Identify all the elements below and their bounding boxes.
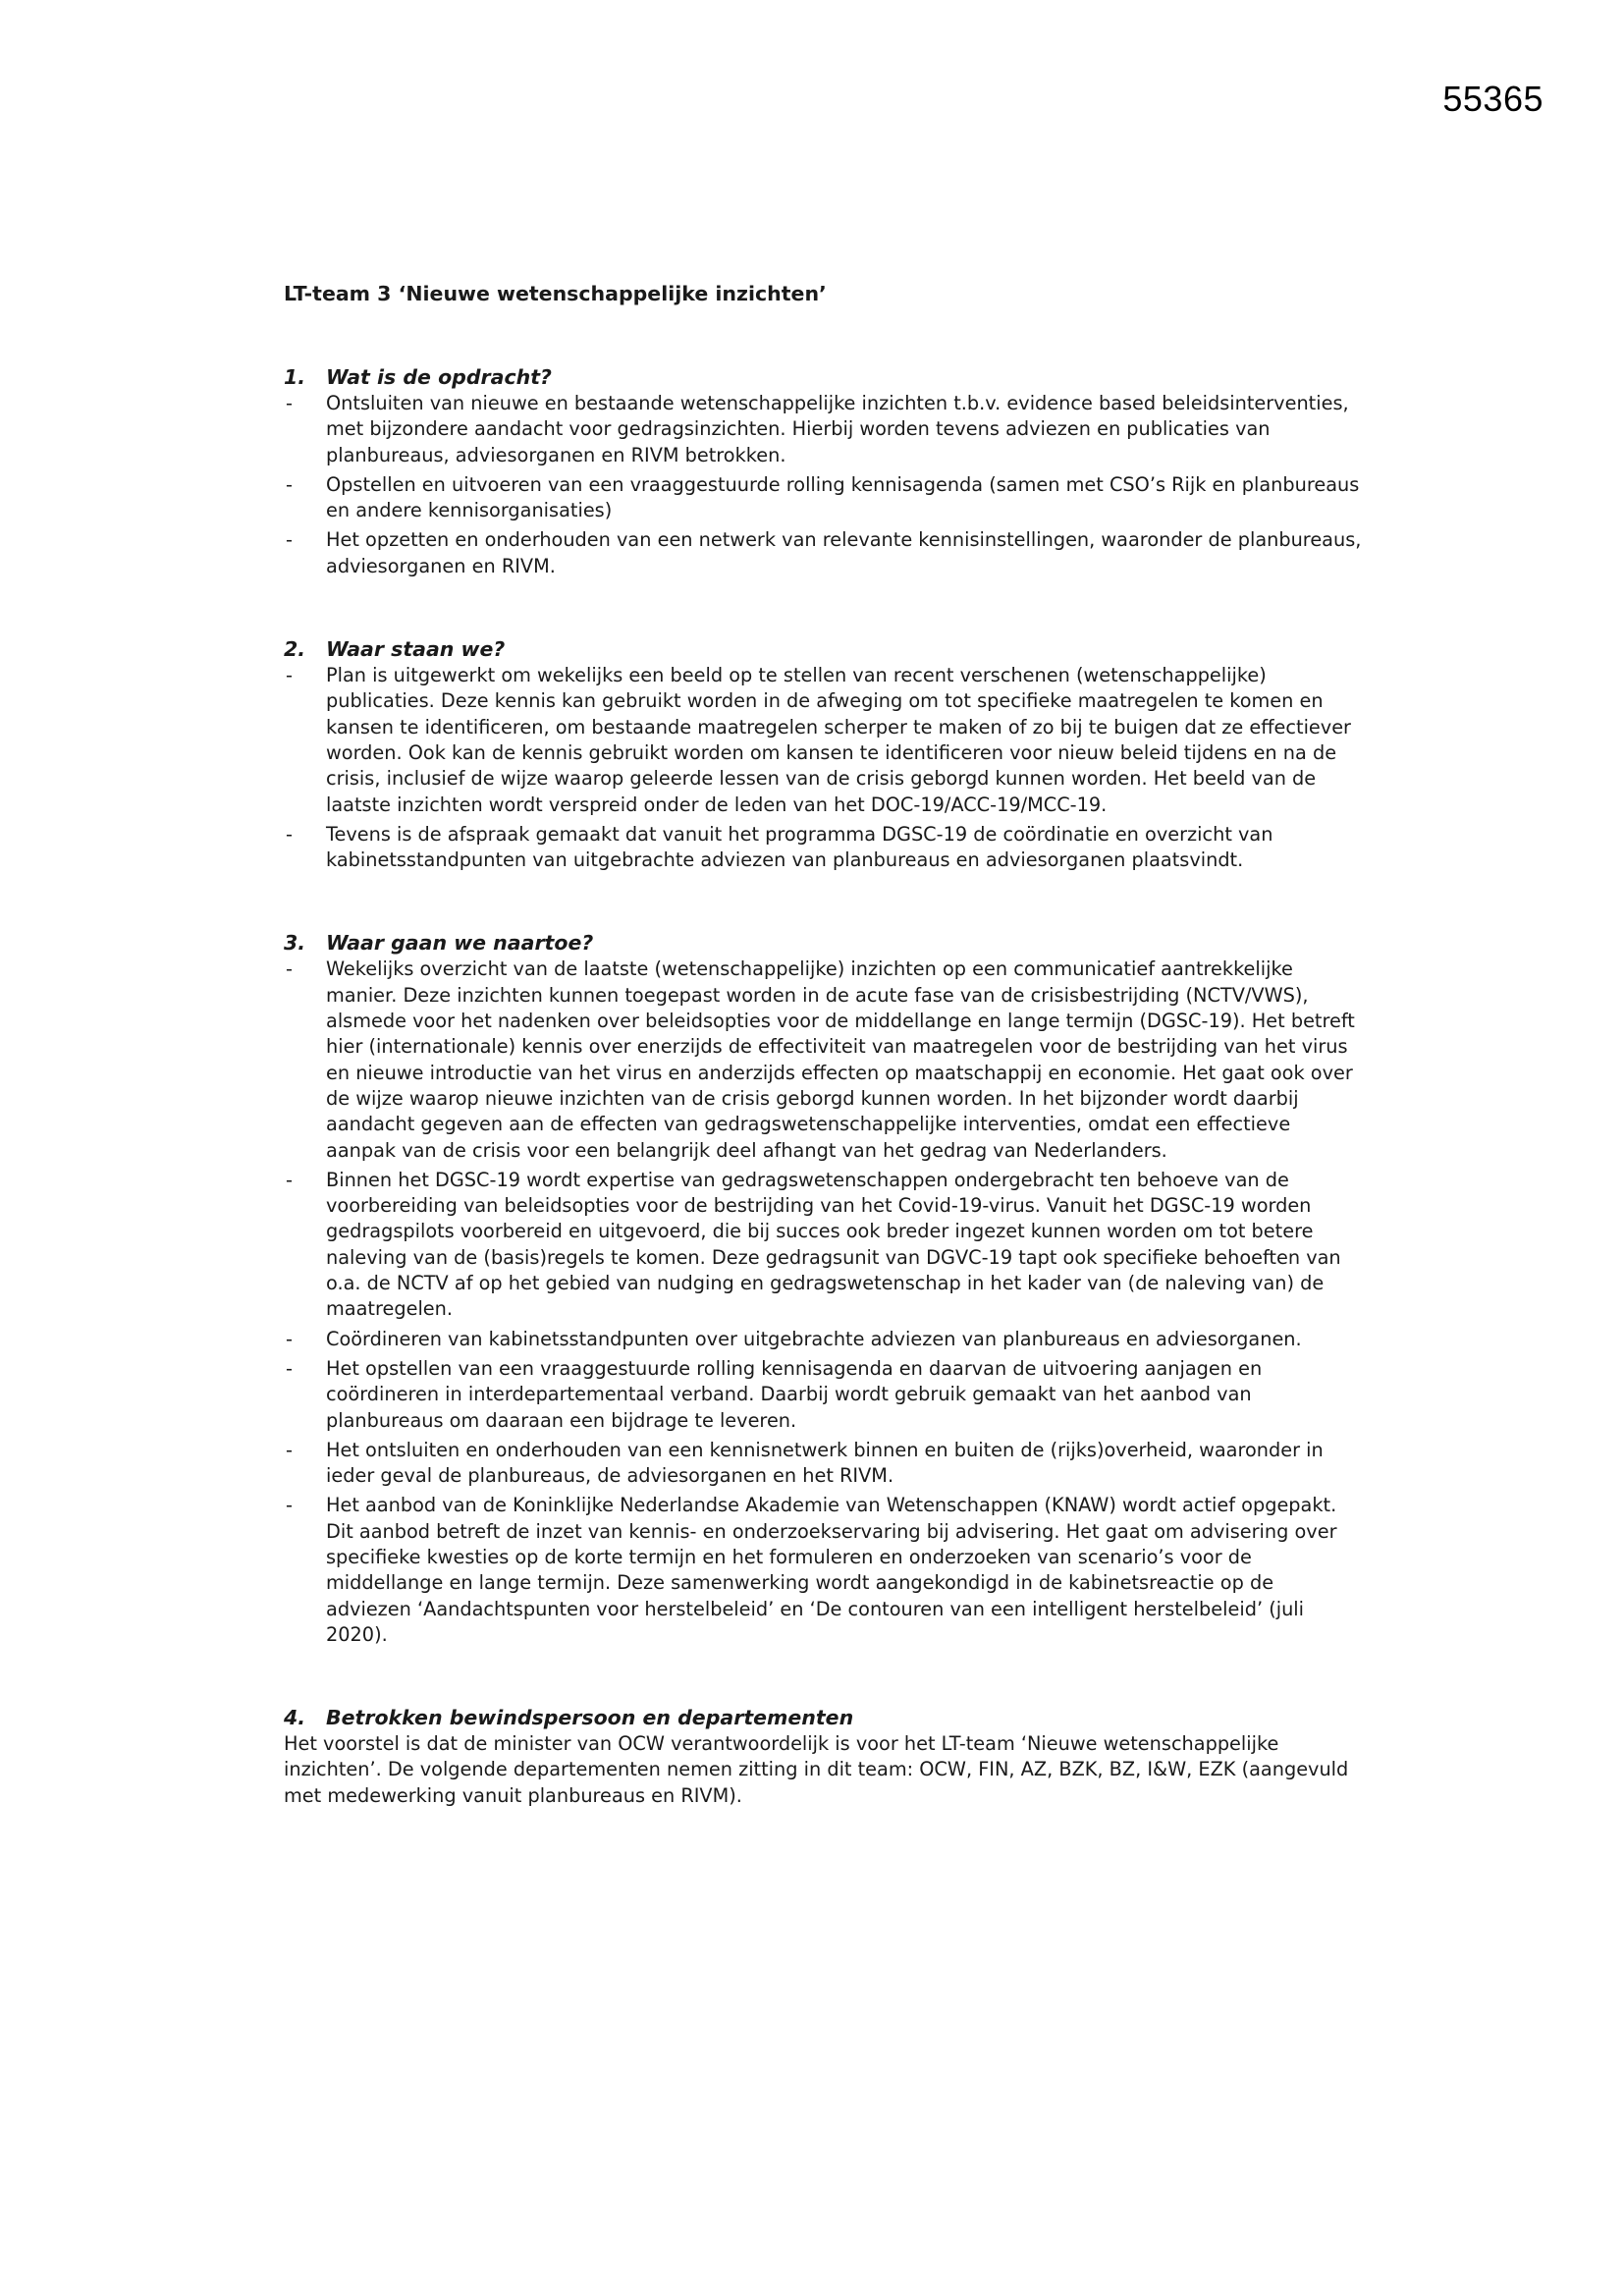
- list-item: - Ontsluiten van nieuwe en bestaande wetenschappelijke inzichten t.b.v. evidence based beleidsinterventies, met bijzondere aandacht voor gedragsinzichten. Hierbij worden tevens adviezen en publicaties van planbureaus, adviesorganen en RIVM betrokken.: [284, 391, 1364, 468]
- list-item: - Het aanbod van de Koninklijke Nederlandse Akademie van Wetenschappen (KNAW) wordt actief opgepakt. Dit aanbod betreft de inzet van kennis- en onderzoekservaring bij advisering. Het gaat om advisering over specifieke kwesties op de korte termijn en het formuleren en onderzoeken van scenario’s voor de middellange en lange termijn. Deze samenwerking wordt aangekondigd in de kabinetsreactie op de adviezen ‘Aandachtspunten voor herstelbeleid’ en ‘De contouren van een intelligent herstelbeleid’ (juli 2020).: [284, 1493, 1364, 1648]
- list-item: - Het ontsluiten en onderhouden van een kennisnetwerk binnen en buiten de (rijks)overheid, waaronder in ieder geval de planbureaus, de adviesorganen en het RIVM.: [284, 1438, 1364, 1490]
- list-item: - Het opzetten en onderhouden van een netwerk van relevante kennisinstellingen, waaronder de planbureaus, adviesorganen en RIVM.: [284, 527, 1364, 579]
- list-item: - Coördineren van kabinetsstandpunten over uitgebrachte adviezen van planbureaus en adviesorganen.: [284, 1327, 1364, 1352]
- document-number: 55365: [1442, 79, 1543, 119]
- list-item: - Opstellen en uitvoeren van een vraaggestuurde rolling kennisagenda (samen met CSO’s Rijk en planbureaus en andere kennisorganisaties): [284, 472, 1364, 524]
- document-body: [284, 281, 1364, 1866]
- bullet-list: [284, 957, 1364, 1648]
- list-item: - Tevens is de afspraak gemaakt dat vanuit het programma DGSC-19 de coördinatie en overzicht van kabinetsstandpunten van uitgebrachte adviezen van planbureaus en adviesorganen plaatsvindt.: [284, 822, 1364, 874]
- section-number: 1.: [284, 365, 306, 389]
- section-heading-text: Betrokken bewindspersoon en departementen: [326, 1706, 854, 1730]
- section-waar-staan-we: [284, 636, 1364, 873]
- section-heading-text: Waar staan we?: [326, 637, 506, 662]
- section-opdracht: [284, 364, 1364, 579]
- section-heading: [284, 930, 1364, 957]
- list-item: - Het opstellen van een vraaggestuurde rolling kennisagenda en daarvan de uitvoering aanjagen en coördineren in interdepartementaal verband. Daarbij wordt gebruik gemaakt van het aanbod van planbureaus om daaraan een bijdrage te leveren.: [284, 1356, 1364, 1434]
- section-heading: [284, 364, 1364, 391]
- section-waar-gaan-we-naartoe: [284, 930, 1364, 1648]
- section-number: 3.: [284, 931, 306, 956]
- section-heading: [284, 636, 1364, 663]
- list-item: - Binnen het DGSC-19 wordt expertise van gedragswetenschappen ondergebracht ten behoeve van de voorbereiding van beleidsopties voor de bestrijding van het Covid-19-virus. Vanuit het DGSC-19 worden gedragspilots voorbereid en uitgevoerd, die bij succes ook breder ingezet kunnen worden om tot betere naleving van de (basis)regels te komen. Deze gedragsunit van DGVC-19 tapt ook specifieke behoeften van o.a. de NCTV af op het gebied van nudging en gedragswetenschap in het kader van (de naleving van) de maatregelen.: [284, 1168, 1364, 1323]
- list-item: - Wekelijks overzicht van de laatste (wetenschappelijke) inzichten op een communicatief aantrekkelijke manier. Deze inzichten kunnen toegepast worden in de acute fase van de crisisbestrijding (NCTV/VWS), alsmede voor het nadenken over beleidsopties voor de middellange en lange termijn (DGSC-19). Het betreft hier (internationale) kennis over enerzijds de effectiviteit van maatregelen voor de bestrijding van het virus en nieuwe introductie van het virus en anderzijds effecten op maatschappij en economie. Het gaat ook over de wijze waarop nieuwe inzichten van de crisis geborgd kunnen worden. In het bijzonder wordt daarbij aandacht gegeven aan de effecten van gedragswetenschappelijke interventies, omdat een effectieve aanpak van de crisis voor een belangrijk deel afhangt van het gedrag van Nederlanders.: [284, 957, 1364, 1163]
- section-bewindspersoon: [284, 1705, 1364, 1809]
- section-number: 2.: [284, 637, 306, 662]
- bullet-list: [284, 663, 1364, 873]
- list-item: - Plan is uitgewerkt om wekelijks een beeld op te stellen van recent verschenen (wetenschappelijke) publicaties. Deze kennis kan gebruikt worden in de afweging om tot specifieke maatregelen te komen en kansen te identificeren, om bestaande maatregelen scherper te maken of zo bij te buigen dat ze effectiever worden. Ook kan de kennis gebruikt worden om kansen te identificeren voor nieuw beleid tijdens en na de crisis, inclusief de wijze waarop geleerde lessen van de crisis geborgd kunnen worden. Het beeld van de laatste inzichten wordt verspreid onder de leden van het DOC-19/ACC-19/MCC-19.: [284, 663, 1364, 818]
- document-title: LT-team 3 ‘Nieuwe wetenschappelijke inzichten’: [284, 282, 827, 305]
- section-heading-text: Waar gaan we naartoe?: [326, 931, 594, 956]
- section-heading-text: Wat is de opdracht?: [326, 365, 552, 389]
- section-heading: [284, 1705, 1364, 1731]
- section-number: 4.: [284, 1706, 306, 1730]
- bullet-list: [284, 391, 1364, 579]
- section-paragraph: Het voorstel is dat de minister van OCW verantwoordelijk is voor het LT-team ‘Nieuwe wetenschappelijke inzichten’. De volgende departementen nemen zitting in dit team: OCW, FIN, AZ, BZK, BZ, I&W, EZK (aangevuld met medewerking vanuit planbureaus en RIVM).: [284, 1732, 1349, 1807]
